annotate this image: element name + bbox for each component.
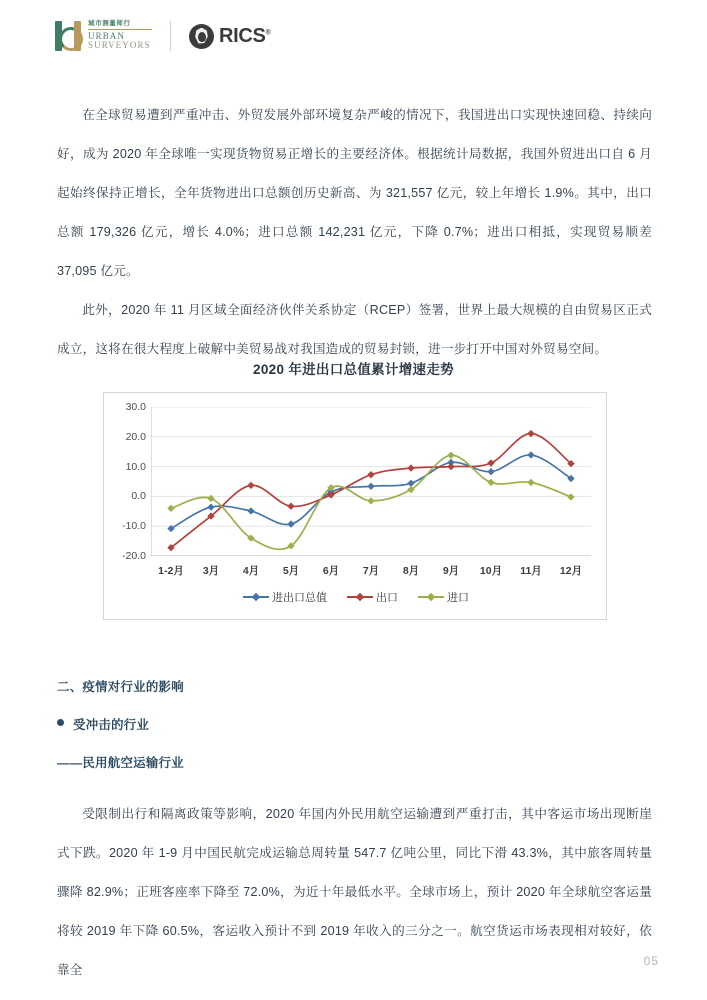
page-number: 05: [643, 954, 659, 968]
chart-legend-swatch: [418, 592, 444, 602]
chart-data-point: [367, 497, 374, 504]
chart-y-tick-label: 10.0: [125, 460, 146, 473]
chart-data-point: [247, 507, 254, 514]
chart-data-point: [407, 464, 414, 471]
paragraph-aviation: 受限制出行和隔离政策等影响，2020 年国内外民用航空运输遭到严重打击，其中客运市场出现断崖式下跌。2020 年 1-9 月中国民航完成运输总周转量 547.7 亿吨公里，同比下滑 43.3%，其中旅客周转量骤降 82.9%；正班客座率下降至 72.0%，为近十年最低水平。全球市场上，预计 2020 年全球航空客运量将较 2019 年下降 60.5%，客运收入预计不到 2019 年收入的三分之一。航空货运市场表现相对较好，依靠全: [57, 807, 652, 977]
brand-name-cn: 城市测量师行: [88, 20, 131, 28]
chart-data-point: [247, 482, 254, 489]
chart-y-tick-label: -10.0: [122, 520, 146, 533]
body-content-bottom: [57, 795, 652, 990]
chart-data-point: [447, 463, 454, 470]
chart-y-tick-label: 30.0: [125, 401, 146, 413]
urban-surveyors-wordmark: [88, 21, 152, 51]
brand-name-en-line2: SURVEYORS: [88, 40, 151, 51]
chart-data-point: [527, 479, 534, 486]
chart-x-tick-label: 6月: [322, 565, 340, 577]
rics-logo: [189, 24, 270, 49]
chart-data-point: [527, 451, 534, 458]
chart-data-point: [207, 503, 214, 510]
rics-wordmark: [219, 25, 270, 48]
chart-legend-swatch: [243, 592, 269, 602]
chart-x-tick-label: 9月: [442, 565, 460, 577]
brand-name-en-line1: URBAN: [88, 30, 126, 41]
chart-title: 2020 年进出口总值累计增速走势: [253, 362, 454, 377]
rics-trademark: ®: [265, 28, 271, 36]
chart-legend-item: [418, 589, 469, 605]
chart-legend-label: 进出口总值: [272, 592, 327, 604]
chart-data-point: [447, 452, 454, 459]
chart-data-point: [287, 503, 294, 510]
chart-plot-area: [122, 401, 591, 562]
chart-svg: [151, 407, 591, 556]
body-content-top: [57, 96, 652, 369]
chart-x-tick-label: 5月: [282, 565, 300, 577]
chart-data-point: [167, 505, 174, 512]
chart-legend-swatch: [347, 592, 373, 602]
header-divider: [170, 21, 171, 51]
chart-data-point: [487, 459, 494, 466]
rics-lion-icon: [189, 24, 214, 49]
chart-series-line: [171, 434, 571, 548]
chart-data-point: [367, 471, 374, 478]
chart-x-tick-label: 10月: [479, 565, 503, 577]
chart-data-point: [487, 479, 494, 486]
page-header: [55, 14, 270, 58]
urban-surveyors-logo: [55, 21, 152, 51]
chart-data-point: [567, 493, 574, 500]
chart-x-tick-label: 4月: [242, 565, 260, 577]
chart-data-point: [407, 480, 414, 487]
chart-data-point: [367, 483, 374, 490]
chart-container: [103, 392, 607, 620]
chart-x-tick-label: 11月: [520, 565, 542, 577]
heading-civil-aviation: ——民用航空运输行业: [57, 756, 184, 770]
chart-legend-item: [243, 589, 327, 605]
chart-x-tick-label: 1-2月: [158, 565, 184, 577]
chart-y-tick-label: 0.0: [131, 490, 146, 503]
urban-surveyors-mark-icon: [55, 21, 81, 51]
chart-y-tick-label: 20.0: [125, 430, 146, 443]
chart-x-tick-label: 8月: [402, 565, 420, 577]
chart-x-tick-label: 12月: [559, 565, 583, 577]
chart-legend-item: [347, 589, 398, 605]
paragraph-rcep: 此外，2020 年 11 月区域全面经济伙伴关系协定（RCEP）签署，世界上最大规模的自由贸易区正式成立，这将在很大程度上破解中美贸易战对我国造成的贸易封锁，进一步打开中国对外贸易空间。: [57, 303, 652, 356]
chart-x-axis-labels: [151, 563, 591, 581]
heading-section-impact: 二、疫情对行业的影响: [57, 680, 184, 694]
bullet-point-icon: [57, 719, 64, 726]
chart-y-tick-label: -20.0: [122, 550, 146, 562]
chart-x-tick-label: 3月: [202, 565, 220, 577]
chart-data-point: [487, 468, 494, 475]
chart-data-point: [527, 430, 534, 437]
chart-x-tick-label: 7月: [362, 565, 380, 577]
chart-legend-label: 出口: [376, 592, 398, 604]
heading-affected-industries: 受冲击的行业: [73, 718, 150, 732]
chart-legend: [104, 589, 608, 605]
rics-text: RICS: [219, 24, 266, 47]
chart-legend-label: 进口: [447, 592, 469, 604]
paragraph-trade-overview: 在全球贸易遭到严重冲击、外贸发展外部环境复杂严峻的情况下，我国进出口实现快速回稳、持续向好，成为 2020 年全球唯一实现货物贸易正增长的主要经济体。根据统计局数据，我国外贸进出口自 6 月起始终保持正增长，全年货物进出口总额创历史新高、为 321,557 亿元，较上年增长 1.9%。其中，出口总额 179,326 亿元，增长 4.0%；进口总额 142,231 亿元，下降 0.7%；进出口相抵，实现贸易顺差 37,095 亿元。: [57, 108, 652, 278]
